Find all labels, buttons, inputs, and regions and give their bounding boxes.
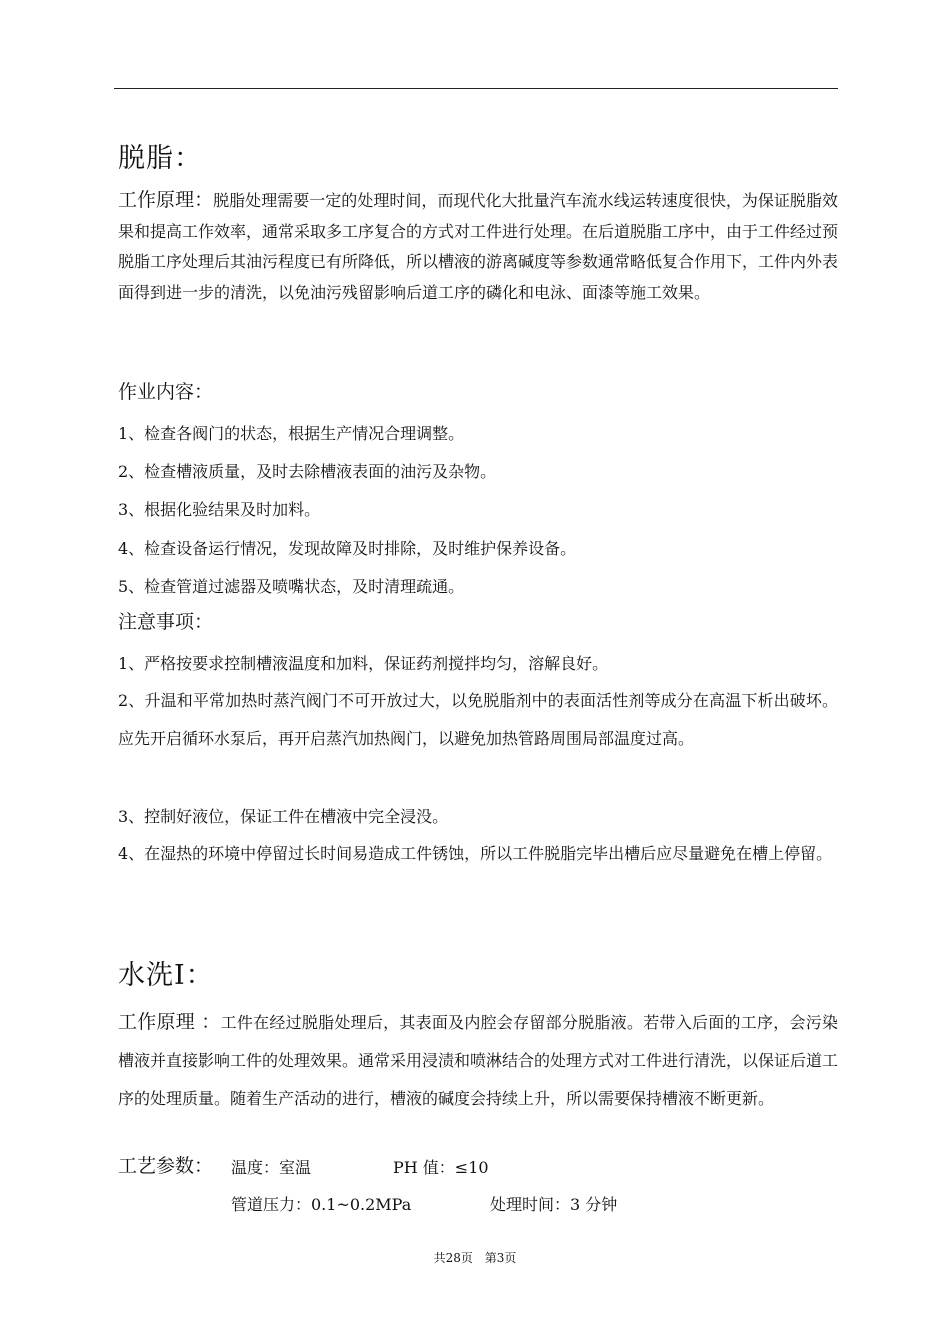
param-temperature: 温度：室温 (231, 1158, 312, 1177)
rinse-principle-label: 工作原理 ： (118, 1011, 221, 1033)
note-item: 2、升温和平常加热时蒸汽阀门不可开放过大，以免脱脂剂中的表面活性剂等成分在高温下析出破坏。应先开启循环水泵后，再开启蒸汽加热阀门，以避免加热管路周围局部温度过高。 (118, 691, 838, 748)
principle-text: 脱脂处理需要一定的处理时间，而现代化大批量汽车流水线运转速度很快，为保证脱脂效果和提高工作效率，通常采取多工序复合的方式对工件进行处理。在后道脱脂工序中，由于工件经过预脱脂工序处理后其油污程度已有所降低，所以槽液的游离碱度等参数通常略低复合作用下，工件内外表面得到进一步的清洗，以免油污残留影响后道工序的磷化和电泳、面漆等施工效果。 (118, 191, 839, 302)
work-item: 4、检查设备运行情况，发现故障及时排除，及时维护保养设备。 (118, 539, 577, 558)
page-footer (0, 1249, 950, 1266)
header-rule (114, 88, 838, 89)
note-item: 3、控制好液位，保证工件在槽液中完全浸没。 (118, 807, 449, 826)
param-ph: PH 值：≤10 (393, 1158, 489, 1177)
page-current: 第3页 (484, 1251, 517, 1265)
page-total: 共28页 (433, 1251, 473, 1265)
principle-paragraph (118, 185, 838, 308)
work-item: 3、根据化验结果及时加料。 (118, 500, 321, 519)
section-title-rinse-1: 水洗Ⅰ： (118, 960, 214, 991)
param-time: 处理时间：3 分钟 (490, 1195, 618, 1214)
work-item: 1、检查各阀门的状态，根据生产情况合理调整。 (118, 424, 465, 443)
params-label: 工艺参数： (118, 1155, 214, 1177)
work-item: 5、检查管道过滤器及喷嘴状态，及时清理疏通。 (118, 577, 465, 596)
section-title-degreasing: 脱脂： (118, 143, 202, 174)
principle-label: 工作原理： (118, 189, 214, 211)
rinse-principle-text: 工件在经过脱脂处理后，其表面及内腔会存留部分脱脂液。若带入后面的工序，会污染槽液并直接影响工件的处理效果。通常采用浸渍和喷淋结合的处理方式对工件进行清洗，以保证后道工序的处理质量。随着生产活动的进行，槽液的碱度会持续上升，所以需要保持槽液不断更新。 (118, 1013, 839, 1108)
work-content-label: 作业内容： (118, 381, 214, 403)
work-item: 2、检查槽液质量，及时去除槽液表面的油污及杂物。 (118, 462, 497, 481)
note-item: 1、严格按要求控制槽液温度和加料，保证药剂搅拌均匀，溶解良好。 (118, 654, 609, 673)
param-pressure: 管道压力：0.1~0.2MPa (231, 1195, 412, 1214)
rinse-principle-paragraph (118, 1003, 838, 1118)
note-item: 4、在湿热的环境中停留过长时间易造成工件锈蚀，所以工件脱脂完毕出槽后应尽量避免在槽上停留。 (118, 844, 833, 863)
notes-label: 注意事项： (118, 611, 214, 633)
